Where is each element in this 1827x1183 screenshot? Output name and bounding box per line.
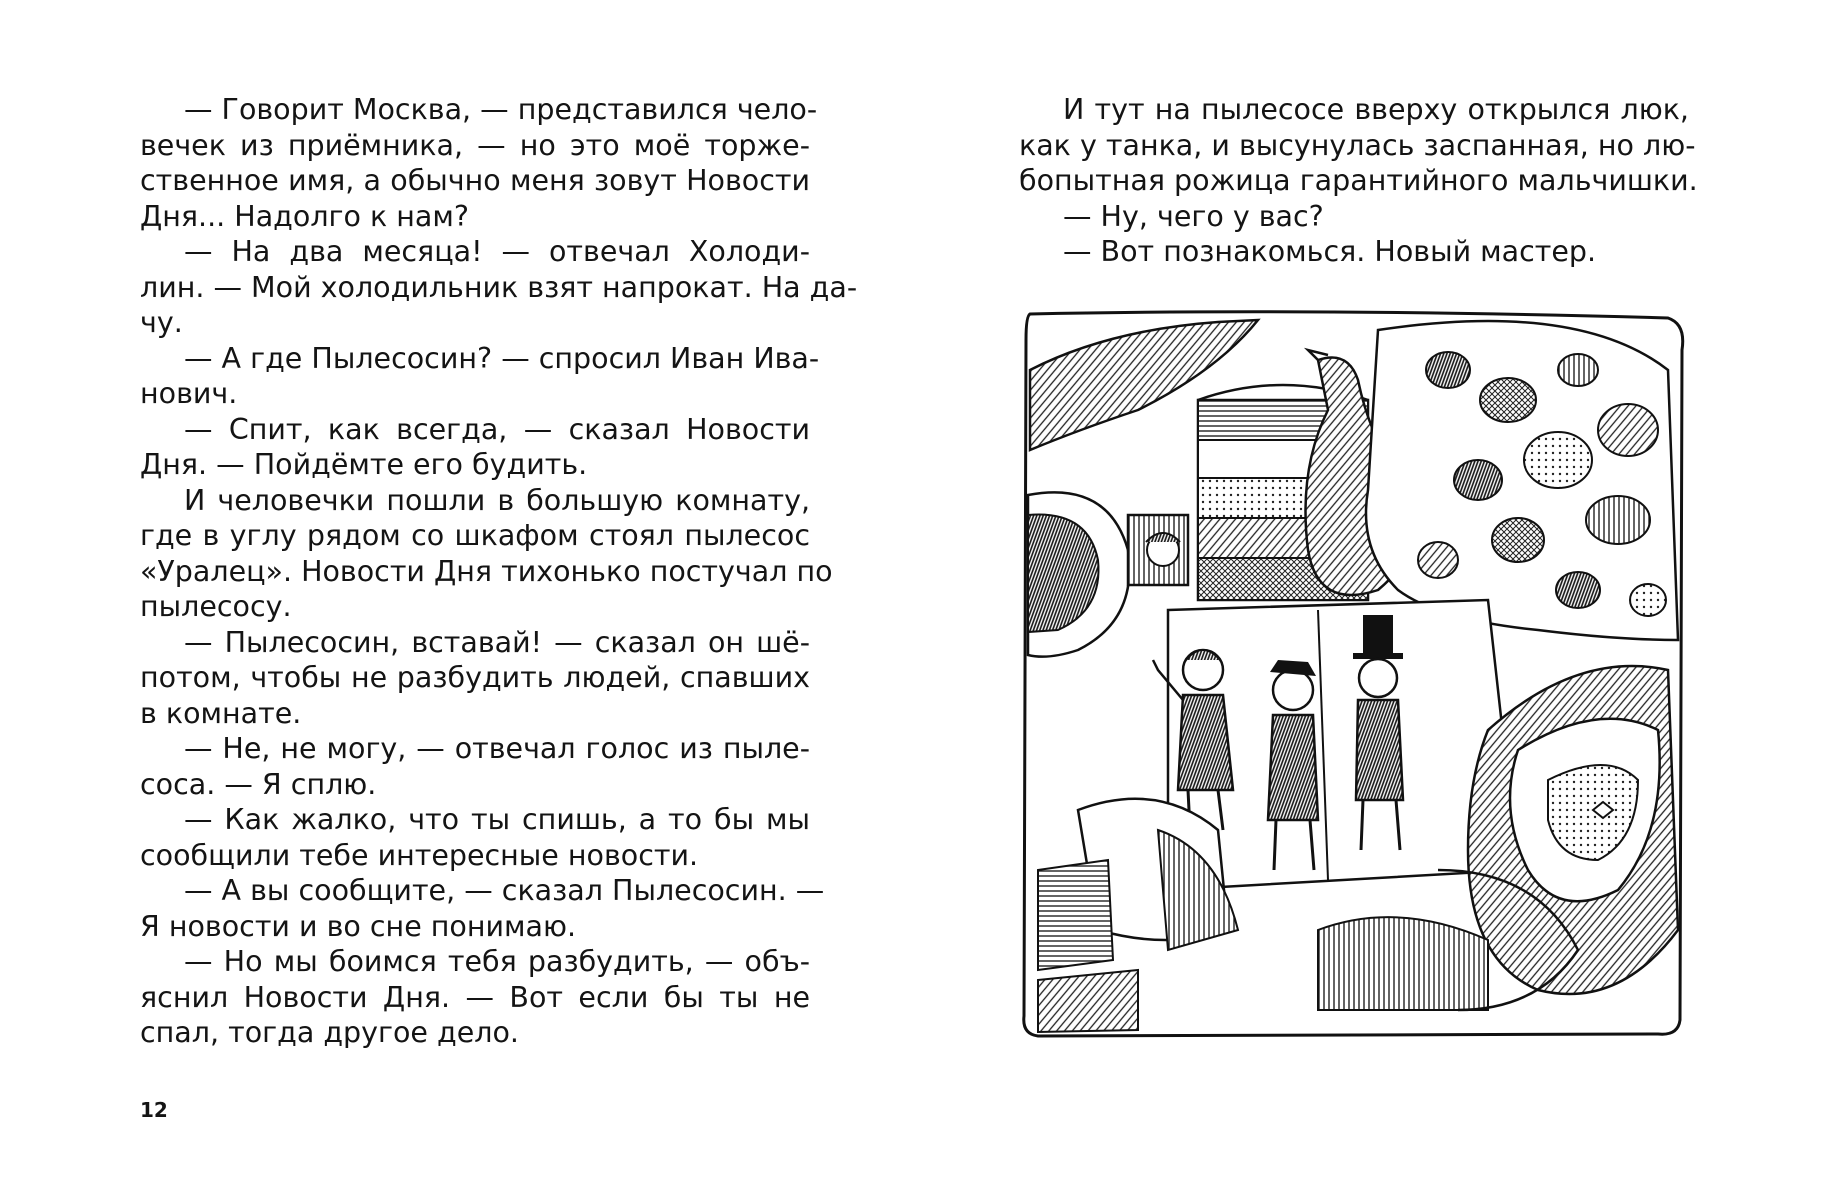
text-line: — Спит, как всегда, — сказал Новости (184, 412, 810, 446)
text-line: — Но мы боимся тебя разбудить, — объ- (184, 945, 810, 978)
text-line: И тут на пылесосе вверху открылся люк, (1063, 93, 1689, 126)
text-line: «Уралец». Новости Дня тихонько постучал по (140, 554, 833, 588)
right-page (913, 0, 1827, 1183)
text-line: как у танка, и высунулась заспанная, но лю- (1019, 128, 1696, 162)
text-line: пылесосу. (140, 590, 292, 623)
right-page-text (1019, 92, 1698, 270)
text-line: — А вы сообщите, — сказал Пылесосин. — (184, 874, 825, 907)
text-line: — Говорит Москва, — представился чело- (184, 93, 818, 126)
text-line: потом, чтобы не разбудить людей, спавших (140, 661, 810, 694)
text-line: — Ну, чего у вас? (1063, 199, 1324, 233)
left-page-text (140, 92, 858, 1051)
text-line: — Вот познакомься. Новый мастер. (1063, 235, 1597, 268)
text-line: бопытная рожица гарантийного мальчишки. (1019, 164, 1698, 197)
text-line: И человечки пошли в большую комнату, (184, 483, 810, 517)
page-number: 12 (140, 1098, 168, 1122)
text-line: спал, тогда другое дело. (140, 1016, 519, 1049)
text-line: нович. (140, 377, 238, 410)
text-line: соса. — Я сплю. (140, 767, 377, 801)
text-line: — Пылесосин, вставай! — сказал он шё- (184, 625, 810, 659)
left-page (0, 0, 913, 1183)
text-line: ственное имя, а обычно меня зовут Новости (140, 164, 810, 197)
text-line: — На два месяца! — отвечал Холоди- (184, 235, 810, 268)
text-line: сообщили тебе интересные новости. (140, 838, 699, 872)
text-line: чу. (140, 306, 183, 339)
text-line: яснил Новости Дня. — Вот если бы ты не (140, 980, 810, 1014)
text-line: вечек из приёмника, — но это моё торже- (140, 128, 810, 162)
text-line: — А где Пылесосин? — спросил Иван Ива- (184, 341, 820, 375)
illustration (1018, 310, 1688, 1040)
text-line: где в углу рядом со шкафом стоял пылесос (140, 519, 810, 552)
text-line: Дня. — Пойдёмте его будить. (140, 448, 588, 481)
text-line: Я новости и во сне понимаю. (140, 909, 577, 943)
text-line: Дня... Надолго к нам? (140, 199, 470, 233)
text-line: — Не, не могу, — отвечал голос из пыле- (184, 732, 810, 765)
illustration-drawing (1018, 310, 1688, 1040)
text-line: лин. — Мой холодильник взят напрокат. На да- (140, 270, 858, 304)
text-line: — Как жалко, что ты спишь, а то бы мы (184, 803, 810, 836)
text-line: в комнате. (140, 696, 302, 730)
